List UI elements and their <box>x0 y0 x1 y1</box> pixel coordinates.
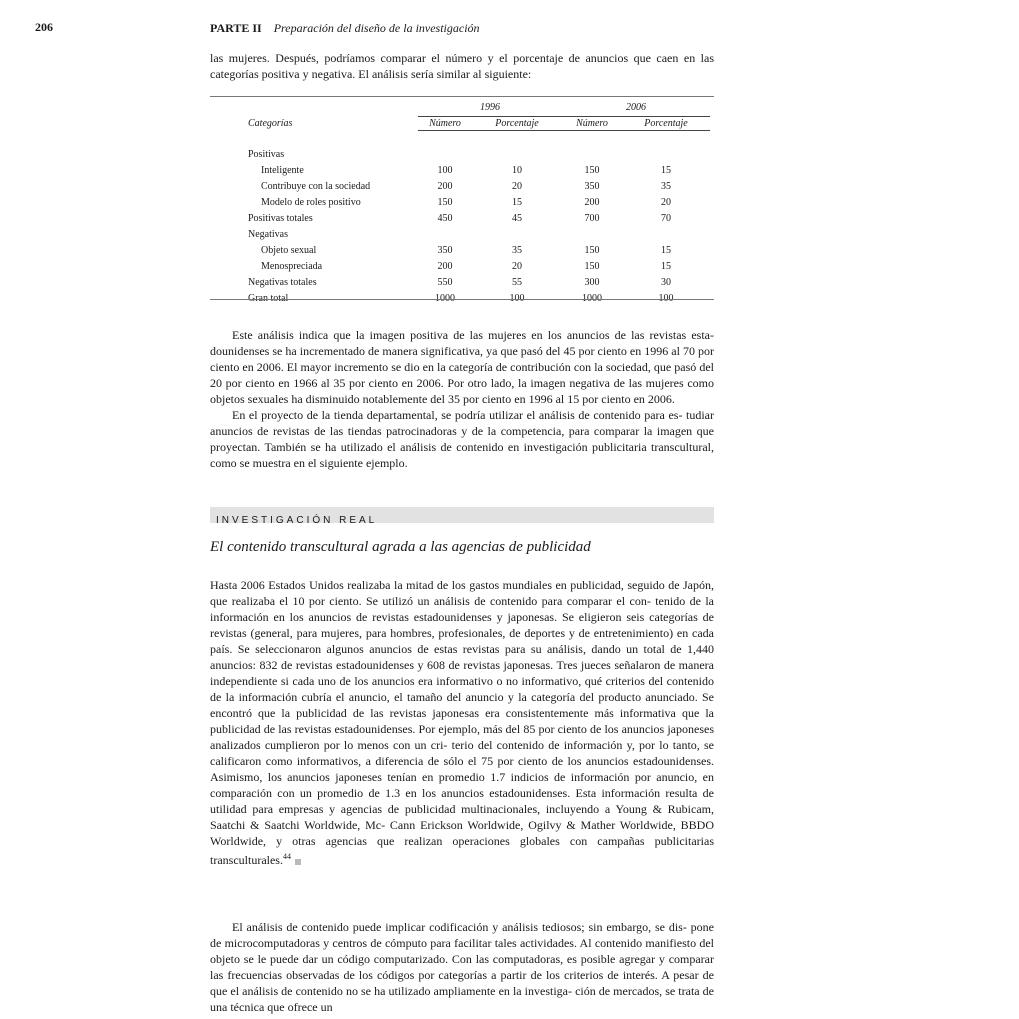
table-row <box>248 259 710 275</box>
end-marker-icon <box>295 859 301 865</box>
number-2006-cell: 150 <box>584 164 600 176</box>
category-cell: Negativas totales <box>248 276 317 288</box>
category-cell: Negativas <box>248 228 288 240</box>
category-cell: Contribuye con la sociedad <box>261 180 371 192</box>
percent-1996-cell <box>472 227 562 243</box>
table-row <box>248 227 710 243</box>
footnote-ref: 44 <box>282 852 291 861</box>
category-cell: Objeto sexual <box>261 244 317 256</box>
number-1996-cell: 200 <box>437 260 453 272</box>
percent-2006-cell: 35 <box>661 180 671 192</box>
number-1996-cell: 150 <box>437 196 453 208</box>
running-header <box>210 21 480 36</box>
number-1996-cell: 1000 <box>435 292 455 304</box>
case-body <box>210 577 714 868</box>
table-row <box>248 163 710 179</box>
percent-1996-cell: 35 <box>512 244 522 256</box>
table-row <box>248 211 710 227</box>
number-2006-cell: 200 <box>584 196 600 208</box>
percent-2006-cell: 70 <box>661 212 671 224</box>
department-store-paragraph: En el proyecto de la tienda departamental, se podría utilizar el análisis de contenido para es- tudiar anuncios de revistas de las tiendas patrocinadoras y de la competencia, para comparar la imagen que proyectan. También se ha utilizado el análisis de contenido en investigación publicitaria transcultural, como se muestra en el siguiente ejemplo. <box>210 408 714 470</box>
number-2006-header: Número <box>562 116 622 130</box>
category-column-header: Categorías <box>248 117 293 129</box>
percent-2006-cell <box>622 227 710 243</box>
analysis-section <box>210 327 714 471</box>
number-1996-cell <box>418 147 472 163</box>
percent-2006-cell <box>622 147 710 163</box>
analysis-paragraph: Este análisis indica que la imagen positiva de las mujeres en los anuncios de las revistas esta- dounidenses se ha incrementado de manera significativa, ya que pasó del 45 por ciento en 1996 al 70 por ciento en 2006. El mayor incremento se dio en la categoría de contribución con la sociedad, que pasó del 20 por ciento en 1966 al 35 por ciento en 2006. Por otro lado, la imagen negativa de las mujeres como objetos sexuales ha disminuido notablemente del 35 por ciento en 1996 al 15 por ciento en 2006. <box>210 328 714 406</box>
percent-1996-cell: 100 <box>509 292 525 304</box>
number-2006-cell: 700 <box>584 212 600 224</box>
intro-paragraph <box>210 50 714 82</box>
table-column-header-row <box>248 116 710 130</box>
case-paragraph <box>210 577 714 868</box>
category-cell: Menospreciada <box>261 260 323 272</box>
case-title: El contenido transcultural agrada a las agencias de publicidad <box>210 539 591 555</box>
percent-1996-cell: 20 <box>512 180 522 192</box>
number-1996-cell: 100 <box>437 164 453 176</box>
percent-1996-cell <box>472 147 562 163</box>
number-1996-cell: 450 <box>437 212 453 224</box>
category-cell: Modelo de roles positivo <box>261 196 361 208</box>
percent-2006-cell: 20 <box>661 196 671 208</box>
table-bottom-rule <box>210 299 714 300</box>
category-cell: Inteligente <box>261 164 304 176</box>
percent-2006-cell: 100 <box>658 292 674 304</box>
percent-1996-cell: 10 <box>512 164 522 176</box>
number-2006-cell: 350 <box>584 180 600 192</box>
number-1996-cell <box>418 227 472 243</box>
case-text: Hasta 2006 Estados Unidos realizaba la mitad de los gastos mundiales en publicidad, seguido de Japón, que realizaba el 10 por ciento. Se utilizó un análisis de contenido para comparar el con- tenido de la información en los anuncios de revistas estadounidenses y japonesas. Se eligieron seis categorías de revistas (general, para mujeres, para hombres, profesionales, de deportes y de entretenimiento) en cada país. Se seleccionaron algunos anuncios de estas revistas para su análisis, dando un total de 1,440 anuncios: 832 de revistas estadounidenses y 608 de revistas japonesas. Tres jueces señalaron de manera independiente si cada uno de los anuncios era informativo o no informativo, qué criterios del contenido de la información cubría el anuncio, el tamaño del anuncio y la categoría del producto anunciado. Se encontró que la publicidad de las revistas japonesas era consistentemente más informativa que la publicidad de las revistas estadounidenses. Por ejemplo, más del 85 por ciento de los anuncios japoneses analizados cumplieron por lo menos con un cri- terio del contenido de información y, por lo tanto, se calificaron como informativos, a diferencia de sólo el 75 por ciento de los anuncios estadounidenses. Asimismo, los anuncios japoneses tenían en promedio 1.7 indicios de información por anuncio, en comparación con un promedio de 1.3 en los anuncios estadounidenses. Esta información resulta de utilidad para empresas y agencias de publicidad multinacionales, incluyendo a Young & Rubicam, Saatchi & Saatchi Worldwide, Mc- Cann Erickson Worldwide, Ogilvy & Mather Worldwide, BBDO Worldwide, y otras agencias que realizan operaciones globales con campañas publicitarias transculturales. <box>210 578 714 867</box>
intro-text: las mujeres. Después, podríamos comparar el número y el porcentaje de anuncios que caen en las categorías positiva y negativa. El análisis sería similar al siguiente: <box>210 51 714 81</box>
percent-1996-cell: 20 <box>512 260 522 272</box>
percent-1996-cell: 15 <box>512 196 522 208</box>
category-cell: Positivas totales <box>248 212 313 224</box>
number-1996-cell: 350 <box>437 244 453 256</box>
number-2006-cell <box>562 227 622 243</box>
number-2006-cell <box>562 147 622 163</box>
number-1996-header: Número <box>418 116 472 130</box>
part-label: PARTE II <box>210 21 262 35</box>
percent-2006-cell: 15 <box>661 244 671 256</box>
chapter-title: Preparación del diseño de la investigación <box>273 21 480 35</box>
table-row <box>248 243 710 259</box>
year-1996-header: 1996 <box>418 100 562 116</box>
categories-table <box>248 100 710 307</box>
section-banner-label: INVESTIGACIÓN REAL <box>216 515 378 526</box>
category-cell: Gran total <box>248 292 289 304</box>
percent-1996-cell: 55 <box>512 276 522 288</box>
percent-2006-cell: 30 <box>661 276 671 288</box>
section-banner <box>210 507 714 526</box>
number-1996-cell: 200 <box>437 180 453 192</box>
number-2006-cell: 300 <box>584 276 600 288</box>
table-row <box>248 179 710 195</box>
percent-2006-header: Porcentaje <box>622 116 710 130</box>
percent-2006-cell: 15 <box>661 164 671 176</box>
year-2006-header: 2006 <box>562 100 710 116</box>
number-2006-cell: 150 <box>584 244 600 256</box>
percent-1996-header: Porcentaje <box>472 116 562 130</box>
number-2006-cell: 1000 <box>582 292 602 304</box>
closing-paragraph: El análisis de contenido puede implicar codificación y análisis tediosos; sin embargo, se dis- pone de microcomputadoras y centros de cómputo para facilitar tales actividades. Al contenido manifiesto del objeto se le puede dar un código computarizado. Con las computadoras, es posible agregar y comparar las frecuencias observadas de los códigos por categorías a partir de los criterios de interés. A pesar de que el análisis de contenido no se ha utilizado ampliamente en la investiga- ción de mercados, se trata de una técnica que ofrece un <box>210 920 714 1014</box>
table-year-row <box>248 100 710 116</box>
table-row <box>248 147 710 163</box>
closing-section <box>210 919 714 1015</box>
category-cell: Positivas <box>248 148 285 160</box>
page-number: 206 <box>35 20 53 34</box>
number-2006-cell: 150 <box>584 260 600 272</box>
table-row <box>248 195 710 211</box>
table-top-rule <box>210 96 714 97</box>
number-1996-cell: 550 <box>437 276 453 288</box>
percent-2006-cell: 15 <box>661 260 671 272</box>
table-row <box>248 275 710 291</box>
percent-1996-cell: 45 <box>512 212 522 224</box>
